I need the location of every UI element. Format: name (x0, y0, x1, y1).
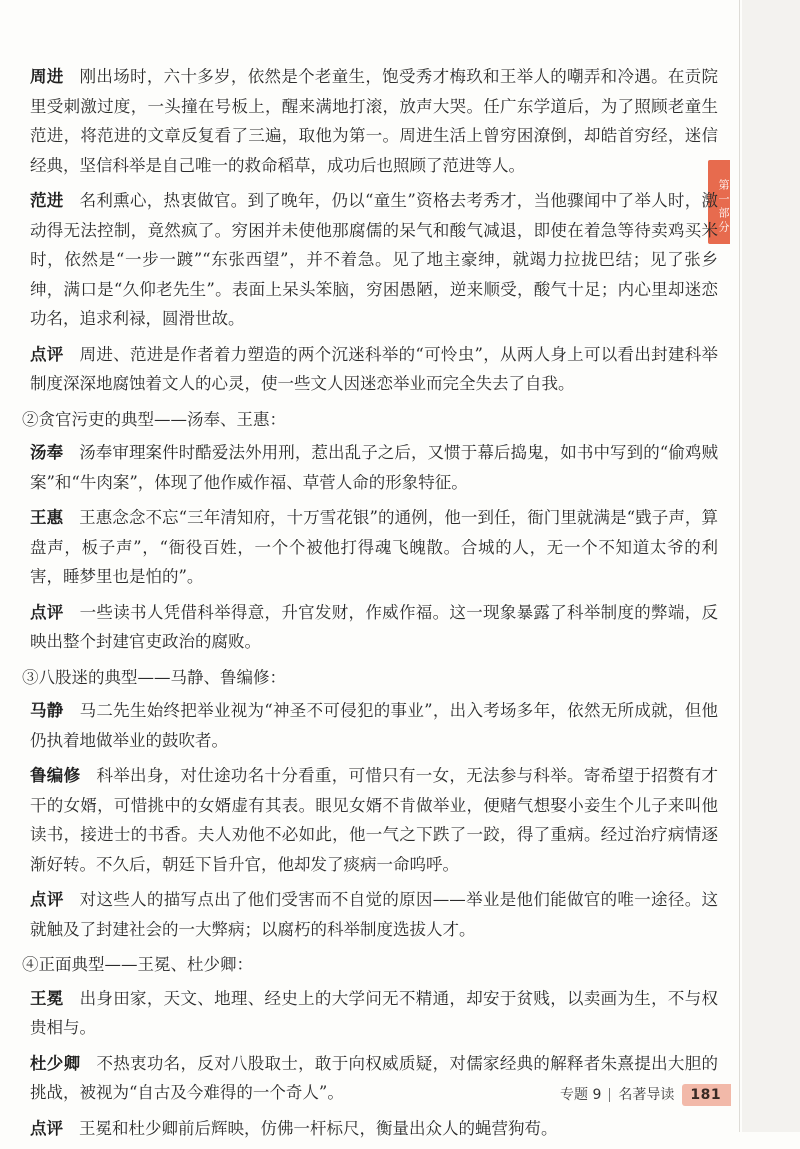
section-heading: ④正面典型——王冕、杜少卿： (22, 955, 253, 974)
entry-text: 刚出场时，六十多岁，依然是个老童生，饱受秀才梅玖和王举人的嘲弄和冷遇。在贡院里受刺激过度，一头撞在号板上，醒来满地打滚，放声大哭。任广东学道后，为了照顾老童生范进，将范进的文章反复看了三遍，取他为第一。周进生活上曾穷困潦倒，却皓首穷经，迷信经典，坚信科举是自己唯一的救命稻草，成功后也照顾了范进等人。 (30, 67, 719, 175)
entry-term: 王惠 (30, 508, 64, 527)
entry-paragraph (30, 438, 718, 497)
section-heading: ③八股迷的典型——马静、鲁编修： (22, 667, 286, 687)
page-body (22, 62, 719, 1149)
section-side-tab: 第一部分 (708, 160, 730, 244)
footer-title: 名著导读 (618, 1087, 675, 1103)
entry-term: 杜少卿 (30, 1053, 81, 1073)
footer-topic: 专题 9 (560, 1087, 602, 1103)
entry-term: 点评 (30, 1118, 63, 1138)
entry-paragraph (30, 885, 718, 944)
entry-term: 范进 (30, 191, 64, 210)
section-heading: ②贪官污吏的典型——汤奉、王惠： (22, 409, 286, 429)
entry-term: 王冕 (30, 988, 64, 1008)
page-edge-line (739, 0, 740, 1132)
entry-paragraph (30, 503, 718, 592)
entry-term: 马静 (30, 701, 64, 720)
entry-text: 对这些人的描写点出了他们受害而不自觉的原因——举业是他们能做官的唯一途径。这就触及了封建社会的一大弊病；以腐朽的科举制度选拔人才。 (30, 890, 719, 939)
entry-paragraph (30, 696, 718, 755)
entry-text: 出身田家，天文、地理、经史上的大学问无不精通，却安于贫贱，以卖画为生，不与权贵相与。 (30, 988, 719, 1037)
entry-paragraph (30, 761, 718, 879)
entry-term: 汤奉 (30, 443, 64, 462)
entry-text: 王冕和杜少卿前后辉映，仿佛一杆标尺，衡量出众人的蝇营狗苟。 (79, 1118, 558, 1138)
entry-paragraph (30, 984, 718, 1043)
entry-text: 周进、范进是作者着力塑造的两个沉迷科举的“可怜虫”，从两人身上可以看出封建科举制度深深地腐蚀着文人的心灵，使一些文人因迷恋举业而完全失去了自我。 (30, 344, 719, 393)
entry-text: 汤奉审理案件时酷爱法外用刑，惹出乱子之后，又惯于幕后捣鬼，如书中写到的“偷鸡贼案”和“牛肉案”，体现了他作威作福、草菅人命的形象特征。 (30, 443, 719, 492)
entry-text: 科举出身，对仕途功名十分看重，可惜只有一女，无法参与科举。寄希望于招赘有才干的女婿，可惜挑中的女婿虚有其表。眼见女婿不肯做举业，便赌气想娶小妾生个儿子来叫他读书，接进士的书香。夫人劝他不必如此，他一气之下跌了一跤，得了重病。经过治疗病情逐渐好转。不久后，朝廷下旨升官，他却发了痰病一命呜呼。 (30, 766, 719, 874)
entry-text: 不热衷功名，反对八股取士，敢于向权威质疑，对儒家经典的解释者朱熹提出大胆的挑战，被视为“自古及今难得的一个奇人”。 (30, 1053, 719, 1102)
entry-term: 点评 (30, 890, 64, 909)
entry-paragraph (30, 186, 718, 334)
entry-text: 马二先生始终把举业视为“神圣不可侵犯的事业”，出入考场多年，依然无所成就，但他仍执着地做举业的鼓吹者。 (30, 701, 719, 750)
footer-separator (609, 1088, 610, 1102)
entry-paragraph (30, 1114, 718, 1144)
scan-margin (742, 0, 800, 1132)
entry-term: 点评 (30, 344, 64, 364)
entry-text: 一些读书人凭借科举得意，升官发财，作威作福。这一现象暴露了科举制度的弊端，反映出整个封建官吏政治的腐败。 (30, 602, 719, 651)
entry-term: 点评 (30, 602, 64, 622)
entry-paragraph (30, 62, 718, 180)
entry-text: 王惠念念不忘“三年清知府，十万雪花银”的通例，他一到任，衙门里就满是“戥子声，算盘声，板子声”，“衙役百姓，一个个被他打得魂飞魄散。合城的人，无一个不知道太爷的利害，睡梦里也是怕的”。 (30, 508, 718, 586)
entry-text: 名利熏心，热衷做官。到了晚年，仍以“童生”资格去考秀才，当他骤闻中了举人时，激动得无法控制，竟然疯了。穷困并未使他那腐儒的呆气和酸气减退，即使在着急等待卖鸡买米时，依然是“一步一踱”“东张西望”，并不着急。见了地主豪绅，就竭力拉拢巴结；见了张乡绅，满口是“久仰老先生”。表面上呆头笨脑，穷困愚陋，逆来顺受，酸气十足；内心里却迷恋功名，追求利禄，圆滑世故。 (30, 191, 719, 328)
page-footer (560, 1084, 731, 1106)
entry-term: 周进 (30, 67, 64, 86)
page-number: 181 (682, 1084, 731, 1106)
entry-paragraph (30, 598, 718, 657)
entry-paragraph (30, 340, 718, 399)
entry-term: 鲁编修 (30, 766, 81, 785)
